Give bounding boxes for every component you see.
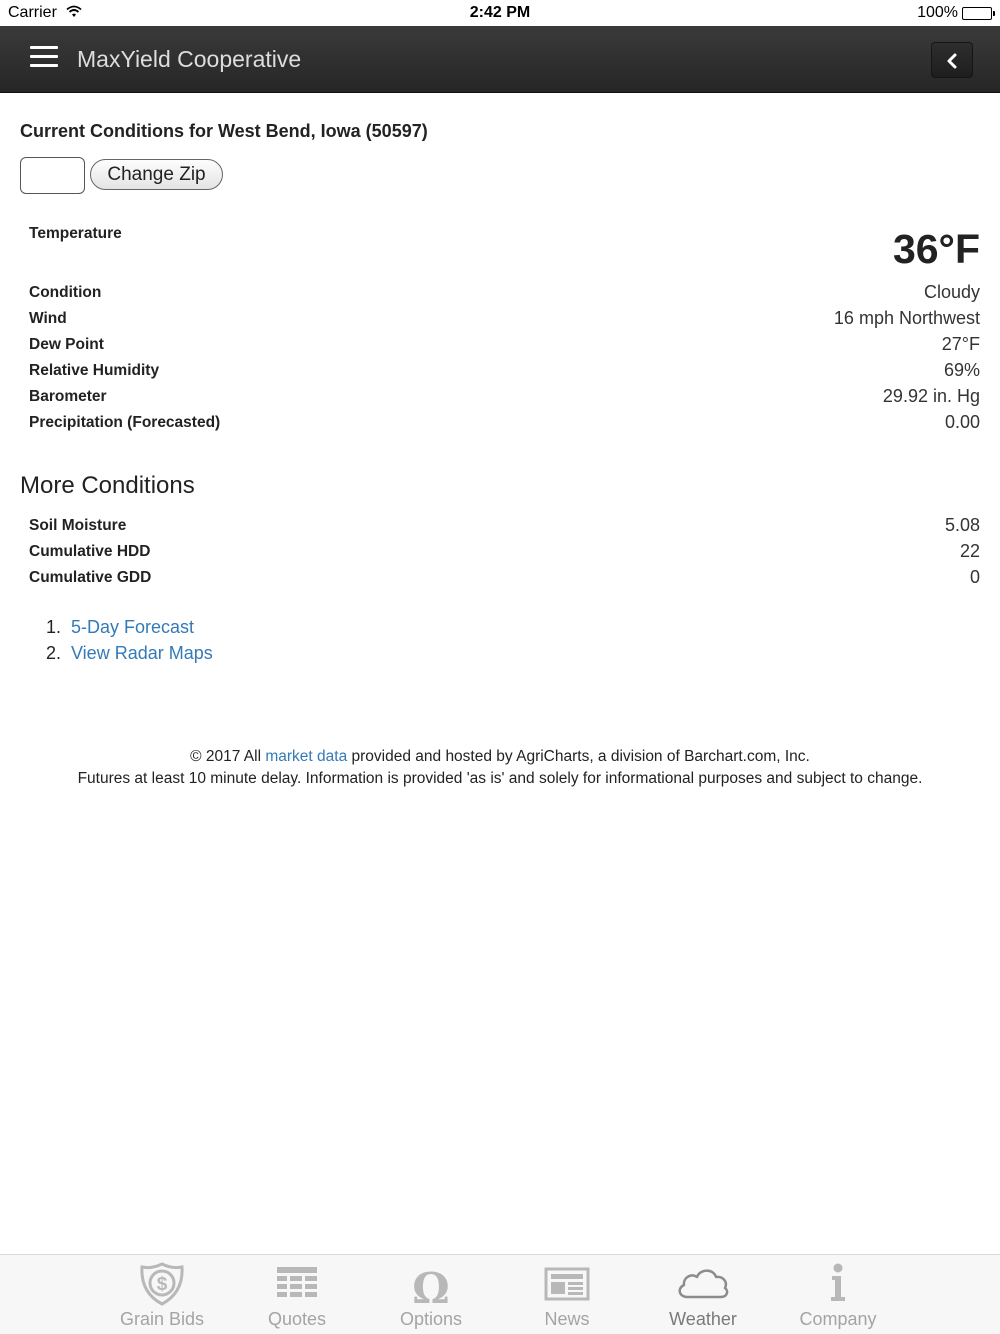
battery-icon <box>962 7 992 20</box>
humidity-row <box>29 360 980 386</box>
disclaimer-line: Futures at least 10 minute delay. Information is provided 'as is' and solely for informational purposes and subject to change. <box>77 770 923 787</box>
humidity-label: Relative Humidity <box>29 362 160 379</box>
battery-percent: 100% <box>917 4 958 21</box>
tab-quotes[interactable] <box>229 1261 365 1333</box>
svg-text:$: $ <box>156 1274 168 1295</box>
quotes-table-icon <box>275 1261 319 1307</box>
soil-moisture-value: 5.08 <box>944 515 980 535</box>
dew-point-row <box>29 334 980 360</box>
news-newspaper-icon <box>543 1261 591 1307</box>
wind-row <box>29 308 980 334</box>
soil-moisture-label: Soil Moisture <box>29 517 127 534</box>
list-number: 2. <box>46 643 62 663</box>
zip-input[interactable] <box>20 157 85 194</box>
cumulative-hdd-row <box>29 541 980 567</box>
precipitation-value: 0.00 <box>944 412 980 432</box>
condition-row <box>29 282 980 308</box>
temperature-value: 36°F <box>892 226 980 272</box>
copyright-line <box>0 748 1000 766</box>
wind-label: Wind <box>29 310 67 327</box>
company-info-icon <box>823 1261 853 1307</box>
tab-weather[interactable] <box>635 1261 771 1333</box>
cumulative-gdd-label: Cumulative GDD <box>29 569 152 586</box>
hamburger-menu-icon[interactable] <box>30 46 62 72</box>
wind-value: 16 mph Northwest <box>833 308 980 328</box>
cumulative-gdd-value: 0 <box>969 567 980 587</box>
soil-moisture-row <box>29 515 980 541</box>
tab-label: Options <box>399 1309 463 1329</box>
list-item <box>46 643 213 669</box>
tab-label: Grain Bids <box>119 1309 205 1329</box>
copyright-suffix: provided and hosted by AgriCharts, a division of Barchart.com, Inc. <box>347 748 810 765</box>
cumulative-hdd-value: 22 <box>959 541 980 561</box>
humidity-value: 69% <box>943 360 980 380</box>
barometer-label: Barometer <box>29 388 107 405</box>
dew-point-value: 27°F <box>941 334 980 354</box>
tab-label: Quotes <box>267 1309 327 1329</box>
forecast-links-list <box>46 617 213 669</box>
list-item <box>46 617 213 643</box>
copyright-prefix: © 2017 All <box>190 748 266 765</box>
bottom-tab-bar <box>0 1254 1000 1334</box>
change-zip-button[interactable]: Change Zip <box>90 159 223 190</box>
app-title: MaxYield Cooperative <box>77 46 302 72</box>
cumulative-hdd-label: Cumulative HDD <box>29 543 151 560</box>
barometer-row <box>29 386 980 412</box>
tab-label: News <box>544 1309 590 1329</box>
precipitation-row <box>29 412 980 438</box>
carrier-label: Carrier <box>8 4 57 21</box>
condition-label: Condition <box>29 284 102 301</box>
barometer-value: 29.92 in. Hg <box>882 386 980 406</box>
status-time: 2:42 PM <box>469 4 531 21</box>
market-data-link[interactable]: market data <box>265 748 348 765</box>
view-radar-maps-link[interactable]: View Radar Maps <box>71 643 213 663</box>
five-day-forecast-link[interactable]: 5-Day Forecast <box>71 617 195 637</box>
precipitation-label: Precipitation (Forecasted) <box>29 414 221 431</box>
grain-bids-dollar-icon <box>137 1261 187 1307</box>
dew-point-label: Dew Point <box>29 336 104 353</box>
options-omega-icon <box>409 1261 453 1307</box>
tab-label: Weather <box>669 1309 737 1329</box>
weather-cloud-icon <box>675 1261 731 1307</box>
condition-value: Cloudy <box>923 282 980 302</box>
tab-news[interactable] <box>499 1261 635 1333</box>
svg-text:Ω: Ω <box>412 1264 450 1307</box>
back-button[interactable] <box>931 42 973 78</box>
status-bar <box>0 0 1000 26</box>
tab-company[interactable] <box>770 1261 906 1333</box>
page-title: Current Conditions for West Bend, Iowa (50597) <box>20 121 428 141</box>
temperature-label: Temperature <box>29 225 122 242</box>
app-header <box>0 26 1000 93</box>
tab-options[interactable] <box>363 1261 499 1333</box>
tab-grain-bids[interactable] <box>94 1261 230 1333</box>
cumulative-gdd-row <box>29 567 980 593</box>
chevron-left-icon <box>945 53 959 69</box>
tab-label: Company <box>799 1309 877 1329</box>
list-number: 1. <box>46 617 62 637</box>
more-conditions-heading: More Conditions <box>20 472 195 499</box>
